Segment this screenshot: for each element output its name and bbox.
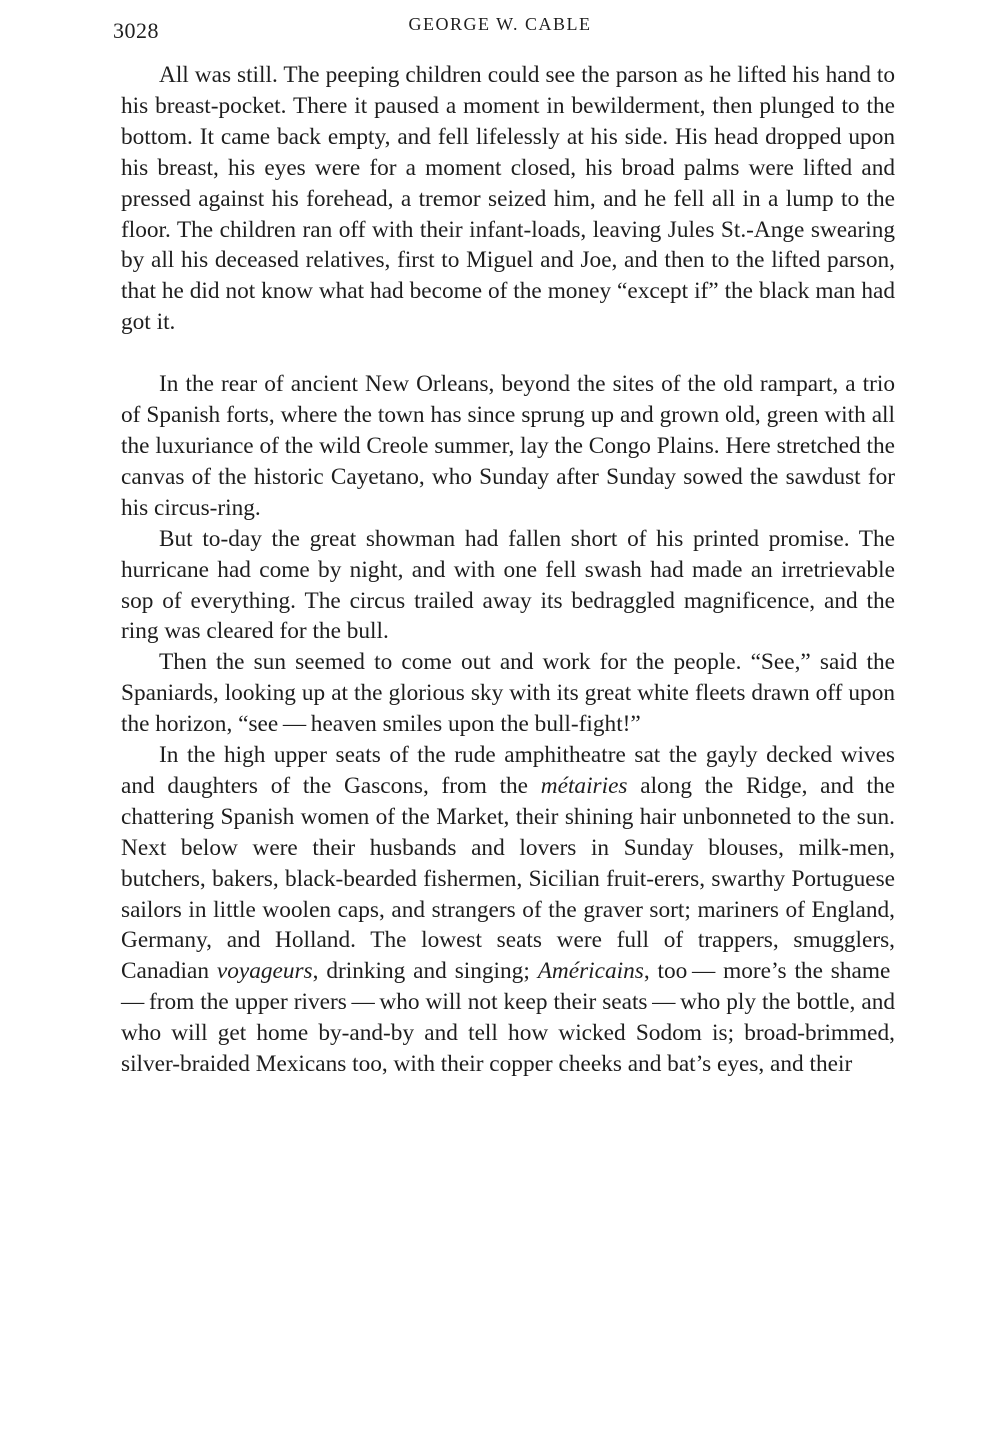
text-run: along the Ridge, and the chattering Spanish women of the Market, their shining hair unbonneted to the sun. Next below were their husbands and lovers in Sunday blouses, milk-men, butchers, bakers, black-bearded fishermen, Sicilian fruit-erers, swarthy Portuguese sailors in little woolen caps, and strangers of the graver sort; mariners of England, Germany, and Holland. The lowest seats were full of trappers, smugglers, Canadian (121, 772, 895, 985)
running-head: GEORGE W. CABLE (408, 14, 592, 34)
paragraph: All was still. The peeping children could see the parson as he lifted his hand to his breast-pocket. There it paused a moment in bewilderment, then plunged to the bottom. It came back empty, and fell lifelessly at his side. His head dropped upon his breast, his eyes were for a moment closed, his broad palms were lifted and pressed against his forehead, a tremor seized him, and he fell all in a lump to the floor. The children ran off with their infant-loads, leaving Jules St.-Ange swearing by all his deceased relatives, first to Miguel and Joe, and then to the lifted parson, that he did not know what had become of the money “except if” the black man had got it. (121, 62, 895, 336)
text-run: In the high upper seats of the rude amphitheatre sat the gayly decked wives and daughters of the Gascons, from the (121, 742, 895, 799)
text-run: , drinking and singing; (312, 958, 538, 985)
paragraph (121, 740, 895, 1080)
italic-term: voyageurs (216, 958, 313, 985)
paragraph: But to-day the great showman had fallen short of his printed promise. The hurricane had come by night, and with one fell swash had made an irretrievable sop of everything. The circus trailed away its bedraggled magnificence, and the ring was cleared for the bull. (121, 525, 895, 645)
text-run: , too — more’s the shame — from the upper rivers — who will not keep their seats — who ply the bottle, and who will get home by-and-by and tell how wicked Sodom is; broad-brimmed, silver-braided Mexicans too, with their copper cheeks and bat’s eyes, and their (121, 958, 895, 1078)
paragraph: Then the sun seemed to come out and work for the people. “See,” said the Spaniards, looking up at the glorious sky with its great white fleets drawn off upon the horizon, “see — heaven smiles upon the bull-fight!” (121, 649, 895, 738)
paragraph: In the rear of ancient New Orleans, beyond the sites of the old rampart, a trio of Spanish forts, where the town has since sprung up and grown old, green with all the luxuriance of the wild Creole summer, lay the Congo Plains. Here stretched the canvas of the historic Cayetano, who Sunday after Sunday sowed the sawdust for his circus-ring. (121, 371, 895, 521)
section-break (121, 338, 895, 369)
body-text (121, 60, 895, 1080)
page-number: 3028 (113, 18, 159, 43)
italic-term: métairies (540, 772, 628, 799)
italic-term: Américains (537, 958, 644, 985)
page-header (0, 10, 1000, 50)
